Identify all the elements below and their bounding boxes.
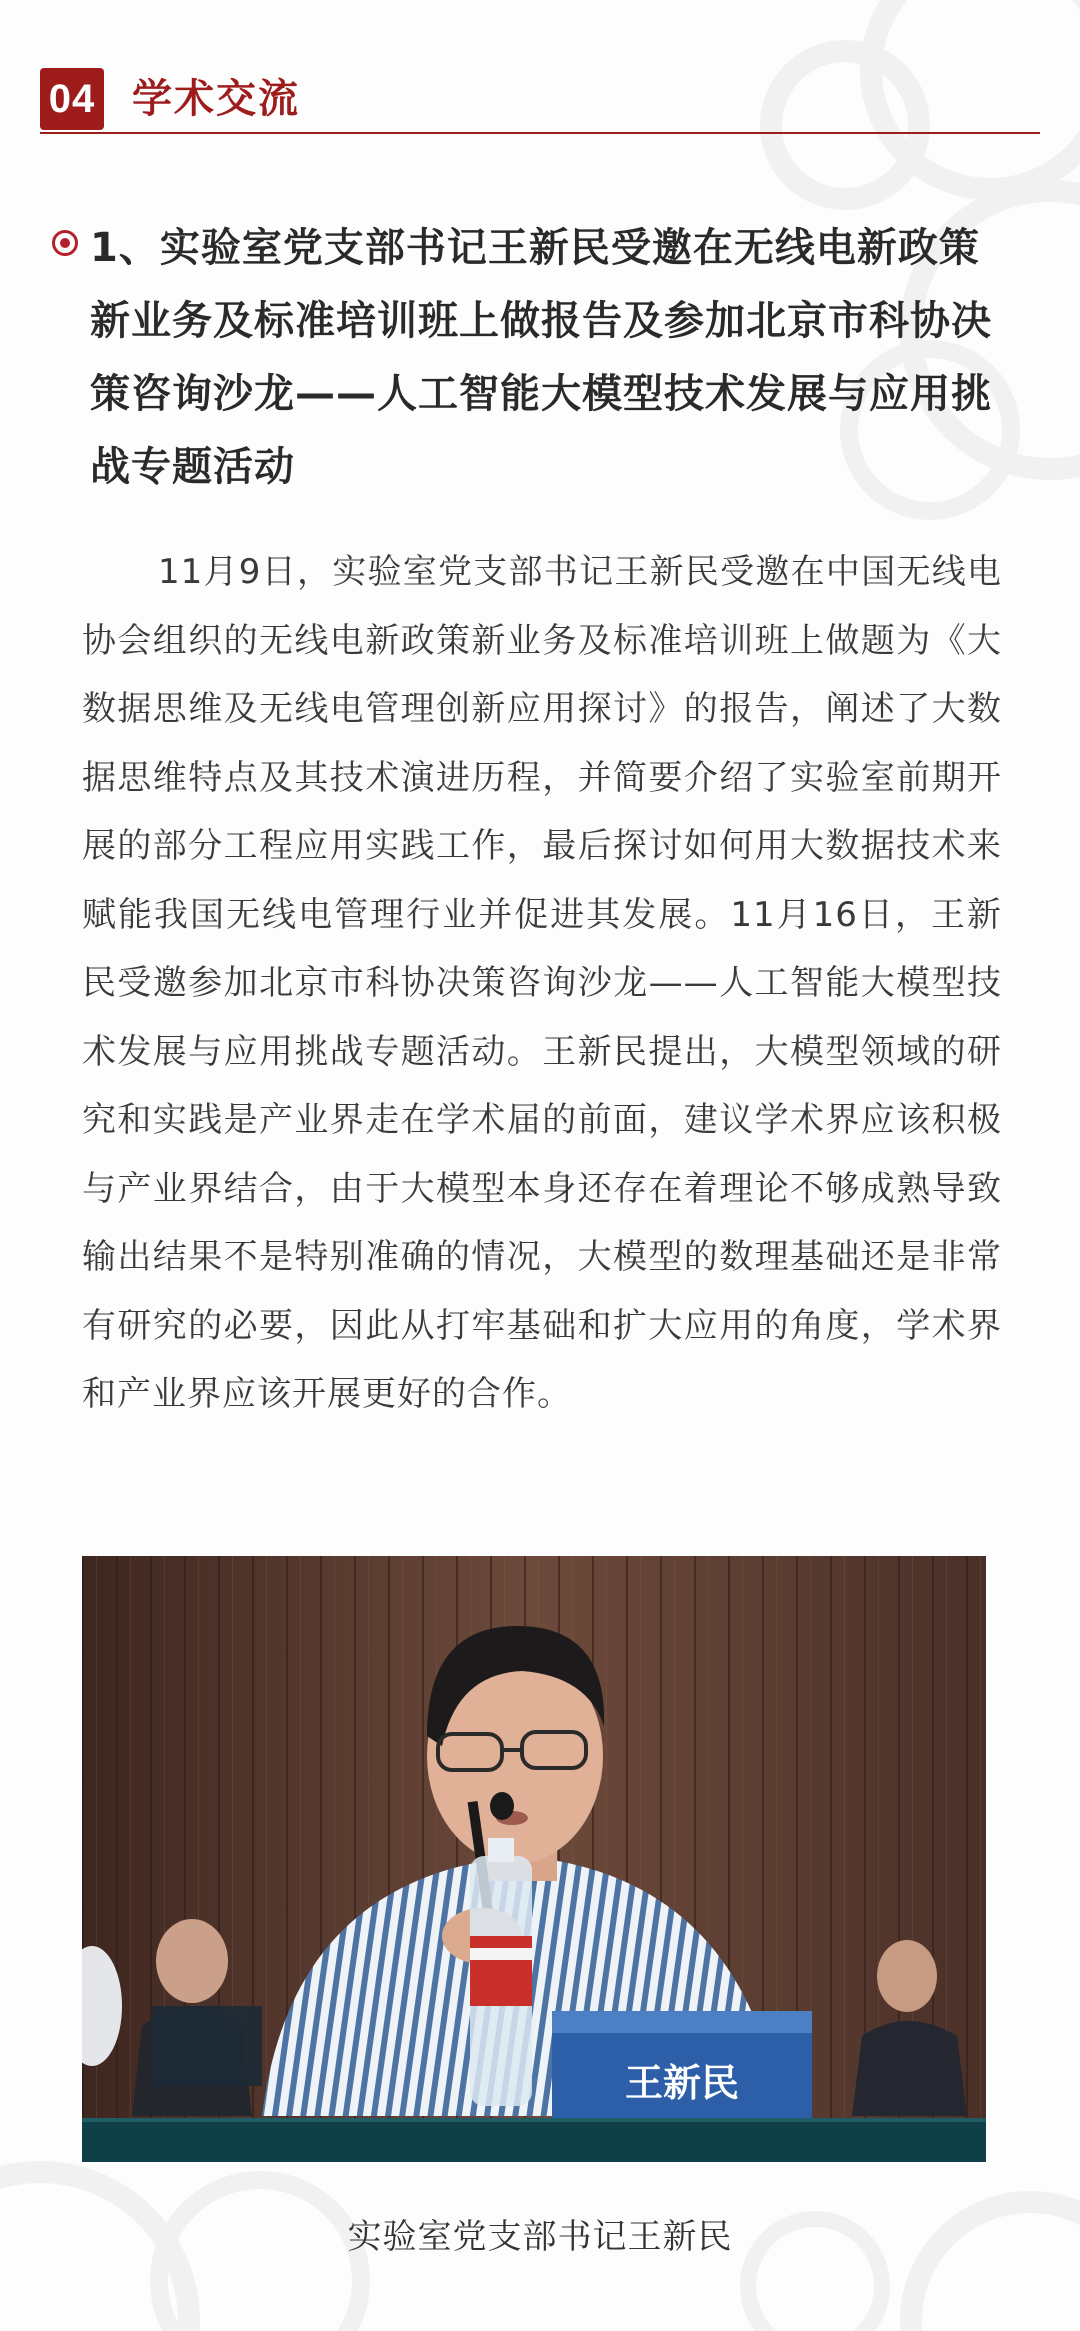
photo-caption: 实验室党支部书记王新民: [347, 2217, 733, 2257]
article-title: 1、实验室党支部书记王新民受邀在无线电新政策新业务及标准培训班上做报告及参加北京市科协决策咨询沙龙——人工智能大模型技术发展与应用挑战专题活动: [90, 225, 992, 490]
header-divider: [40, 132, 1040, 134]
article-body: 11月9日，实验室党支部书记王新民受邀在中国无线电协会组织的无线电新政策新业务及标准培训班上做题为《大数据思维及无线电管理创新应用探讨》的报告，阐述了大数据思维特点及其技术演进历程，并简要介绍了实验室前期开展的部分工程应用实践工作，最后探讨如何用大数据技术来赋能我国无线电管理行业并促进其发展。11月16日，王新民受邀参加北京市科协决策咨询沙龙——人工智能大模型技术发展与应用挑战专题活动。王新民提出，大模型领域的研究和实践是产业界走在学术届的前面，建议学术界应该积极与产业界结合，由于大模型本身还存在着理论不够成熟导致输出结果不是特别准确的情况，大模型的数理基础还是非常有研究的必要，因此从打牢基础和扩大应用的角度，学术界和产业界应该开展更好的合作。: [82, 552, 1002, 1414]
bullet-circle-icon: [52, 230, 78, 256]
speaker-photo: [82, 1556, 986, 2162]
nameplate-text: 王新民: [624, 2061, 740, 2105]
section-number-badge: 04: [40, 68, 104, 130]
section-header: [40, 68, 1040, 134]
section-title: 学术交流: [132, 76, 300, 122]
